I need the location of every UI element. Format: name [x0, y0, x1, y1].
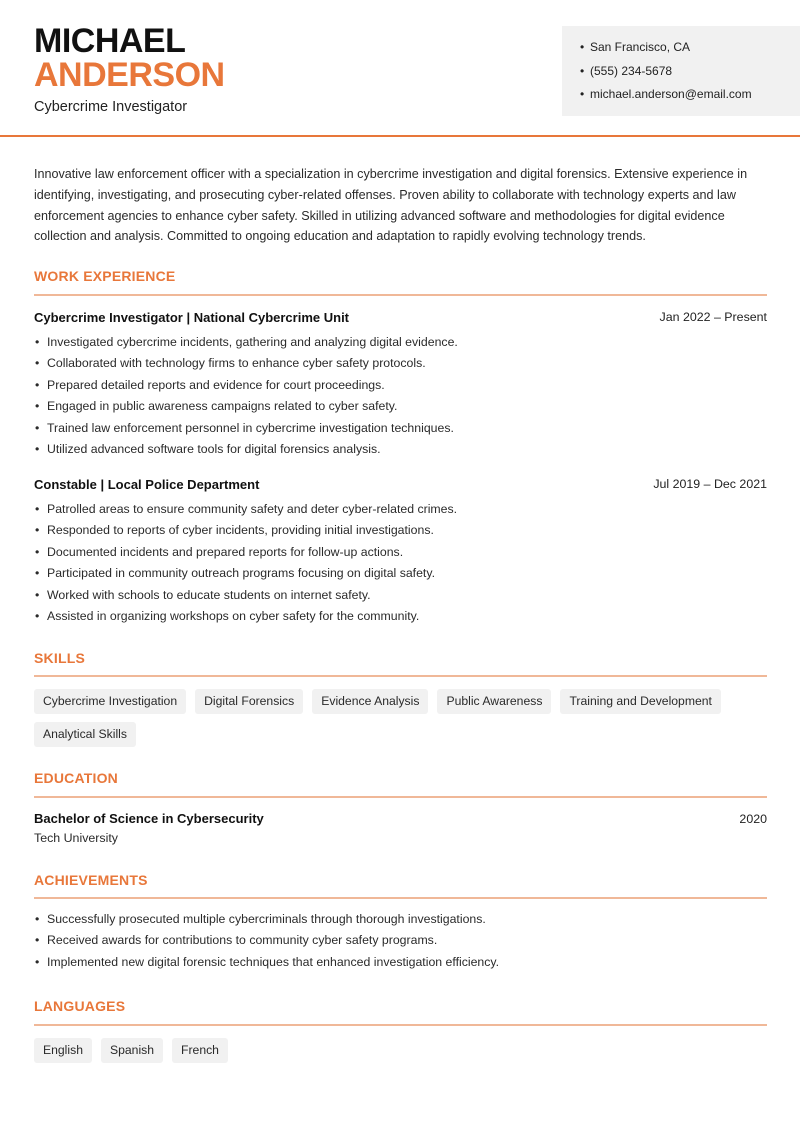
list-item: • Participated in community outreach programs focusing on digital safety. [34, 563, 769, 584]
list-item: • Prepared detailed reports and evidence for court proceedings. [34, 375, 769, 396]
section-title-work: WORK EXPERIENCE [34, 268, 176, 284]
skill-chip: Public Awareness [437, 689, 551, 714]
job-title: Cybercrime Investigator | National Cybercrime Unit [34, 310, 350, 325]
education-year: 2020 [739, 812, 767, 826]
list-item: • Collaborated with technology firms to enhance cyber safety protocols. [34, 353, 769, 374]
skill-chip: Digital Forensics [195, 689, 303, 714]
list-item: • Assisted in organizing workshops on cyber safety for the community. [34, 606, 769, 627]
education-school: Tech University [34, 831, 119, 845]
contact-email[interactable]: • michael.anderson@email.com [580, 85, 800, 109]
first-name: MICHAEL [34, 22, 186, 60]
list-item: • Responded to reports of cyber incidents, providing initial investigations. [34, 520, 769, 541]
job-bullets [34, 332, 769, 460]
achievements-list [34, 909, 769, 973]
section-divider [34, 675, 767, 677]
list-item: • Utilized advanced software tools for digital forensics analysis. [34, 439, 769, 460]
list-item: • Trained law enforcement personnel in cybercrime investigation techniques. [34, 418, 769, 439]
skill-chip: Training and Development [560, 689, 721, 714]
contact-location: • San Francisco, CA [580, 38, 800, 62]
section-title-languages: LANGUAGES [34, 998, 126, 1014]
list-item: • Successfully prosecuted multiple cybercriminals through thorough investigations. [34, 909, 769, 930]
job-date: Jan 2022 – Present [659, 310, 767, 324]
skill-chip: Evidence Analysis [312, 689, 428, 714]
resume-header [0, 0, 800, 137]
section-divider [34, 796, 767, 798]
languages-list [34, 1038, 769, 1063]
summary: Innovative law enforcement officer with a specialization in cybercrime investigation and digital forensics. Extensive experience in identifying, investigating, and prosecuting cyber-related offenses. Proven ability to collaborate with technology experts and law enforcement agencies to enhance cyber safety. Skilled in utilizing advanced software and methodologies for digital evidence collection and analysis. Committed to ongoing education and adaptation to rapidly evolving technology trends. [34, 167, 748, 244]
section-divider [34, 897, 767, 899]
skill-chip: Cybercrime Investigation [34, 689, 186, 714]
list-item: • Patrolled areas to ensure community safety and deter cyber-related crimes. [34, 499, 769, 520]
skills-list [34, 689, 769, 747]
language-chip: Spanish [101, 1038, 163, 1063]
section-divider [34, 294, 767, 296]
job-title: Constable | Local Police Department [34, 477, 260, 492]
language-chip: English [34, 1038, 92, 1063]
section-title-achievements: ACHIEVEMENTS [34, 872, 148, 888]
job-role: Cybercrime Investigator [34, 99, 188, 115]
list-item: • Documented incidents and prepared reports for follow-up actions. [34, 542, 769, 563]
section-title-education: EDUCATION [34, 770, 118, 786]
list-item: • Investigated cybercrime incidents, gathering and analyzing digital evidence. [34, 332, 769, 353]
list-item: • Worked with schools to educate students on internet safety. [34, 585, 769, 606]
job-date: Jul 2019 – Dec 2021 [653, 477, 767, 491]
list-item: • Received awards for contributions to community cyber safety programs. [34, 930, 769, 951]
section-title-skills: SKILLS [34, 650, 85, 666]
language-chip: French [172, 1038, 228, 1063]
last-name: ANDERSON [34, 56, 225, 94]
job-bullets [34, 499, 769, 627]
education-degree: Bachelor of Science in Cybersecurity [34, 811, 264, 826]
list-item: • Implemented new digital forensic techniques that enhanced investigation efficiency. [34, 952, 769, 973]
skill-chip: Analytical Skills [34, 722, 136, 747]
section-divider [34, 1024, 767, 1026]
list-item: • Engaged in public awareness campaigns related to cyber safety. [34, 396, 769, 417]
contact-phone: • (555) 234-5678 [580, 62, 800, 86]
contact-box [562, 26, 800, 116]
